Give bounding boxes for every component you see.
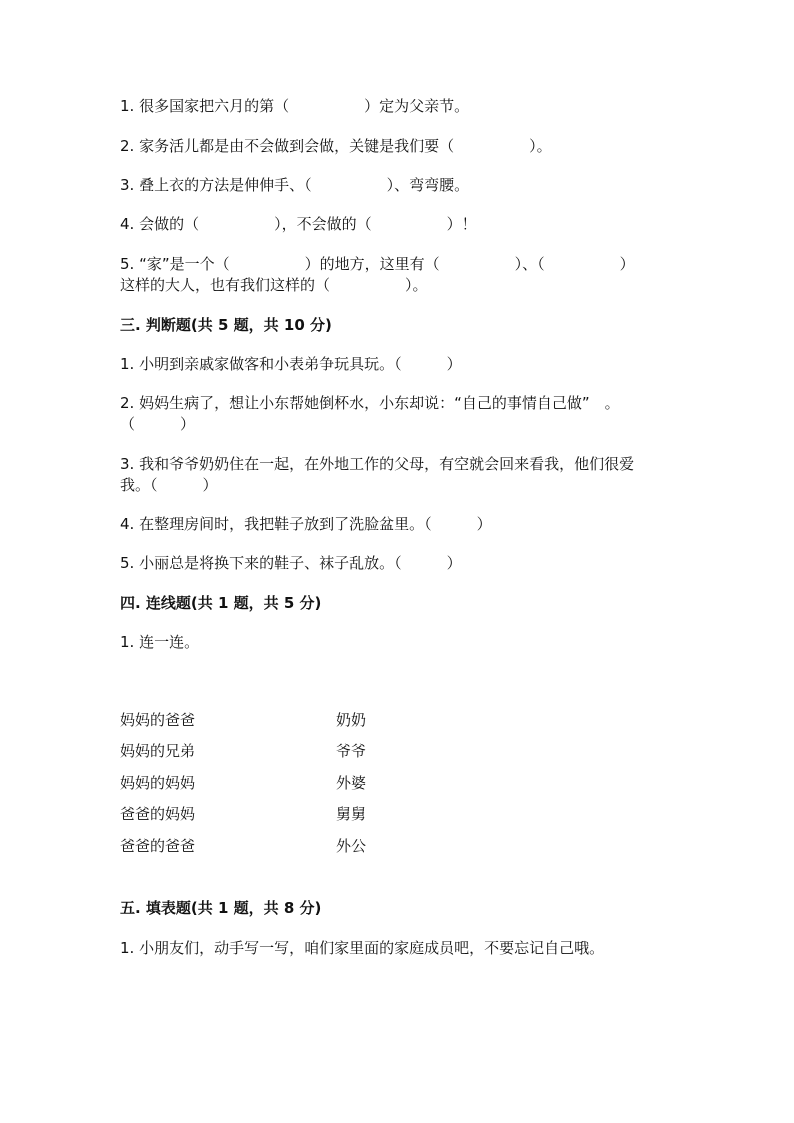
match-right-item: 舅舅	[336, 805, 367, 823]
match-right-item: 爷爷	[336, 742, 367, 760]
section-4-title: 四. 连线题(共 1 题，共 5 分)	[120, 594, 322, 612]
match-left-item: 妈妈的爸爸	[120, 711, 196, 729]
fill-blank-q4: 4. 会做的（ ），不会做的（ ）！	[120, 215, 477, 233]
match-left-item: 妈妈的兄弟	[120, 742, 196, 760]
match-right-item: 外婆	[336, 774, 367, 792]
fill-blank-q3: 3. 叠上衣的方法是伸伸手、（ ）、弯弯腰。	[120, 176, 470, 194]
judge-q2-line1: 2. 妈妈生病了，想让小东帮她倒杯水，小东却说：“自己的事情自己做” 。	[120, 394, 620, 412]
match-left-item: 妈妈的妈妈	[120, 774, 196, 792]
fill-blank-q5-line2: 这样的大人，也有我们这样的（ ）。	[120, 276, 428, 294]
fill-blank-q2: 2. 家务活儿都是由不会做到会做，关键是我们要（ ）。	[120, 137, 552, 155]
match-right-item: 奶奶	[336, 711, 367, 729]
fill-blank-q5-line1: 5. “家”是一个（ ）的地方，这里有（ ）、（ ）	[120, 255, 635, 273]
fill-blank-q1: 1. 很多国家把六月的第（ ）定为父亲节。	[120, 97, 470, 115]
judge-q3-line1: 3. 我和爷爷奶奶住在一起，在外地工作的父母，有空就会回来看我，他们很爱	[120, 455, 635, 473]
match-left-item: 爸爸的爸爸	[120, 837, 196, 855]
judge-q3-line2: 我。（ ）	[120, 476, 218, 494]
judge-q2-line2: （ ）	[120, 415, 196, 433]
match-left-item: 爸爸的妈妈	[120, 805, 196, 823]
section-3-title: 三. 判断题(共 5 题，共 10 分)	[120, 316, 332, 334]
match-right-item: 外公	[336, 837, 367, 855]
judge-q4: 4. 在整理房间时，我把鞋子放到了洗脸盆里。（ ）	[120, 515, 492, 533]
match-q1: 1. 连一连。	[120, 633, 200, 651]
judge-q5: 5. 小丽总是将换下来的鞋子、袜子乱放。（ ）	[120, 554, 462, 572]
judge-q1: 1. 小明到亲戚家做客和小表弟争玩具玩。（ ）	[120, 355, 462, 373]
section-5-title: 五. 填表题(共 1 题，共 8 分)	[120, 899, 322, 917]
table-q1: 1. 小朋友们，动手写一写，咱们家里面的家庭成员吧，不要忘记自己哦。	[120, 939, 605, 957]
